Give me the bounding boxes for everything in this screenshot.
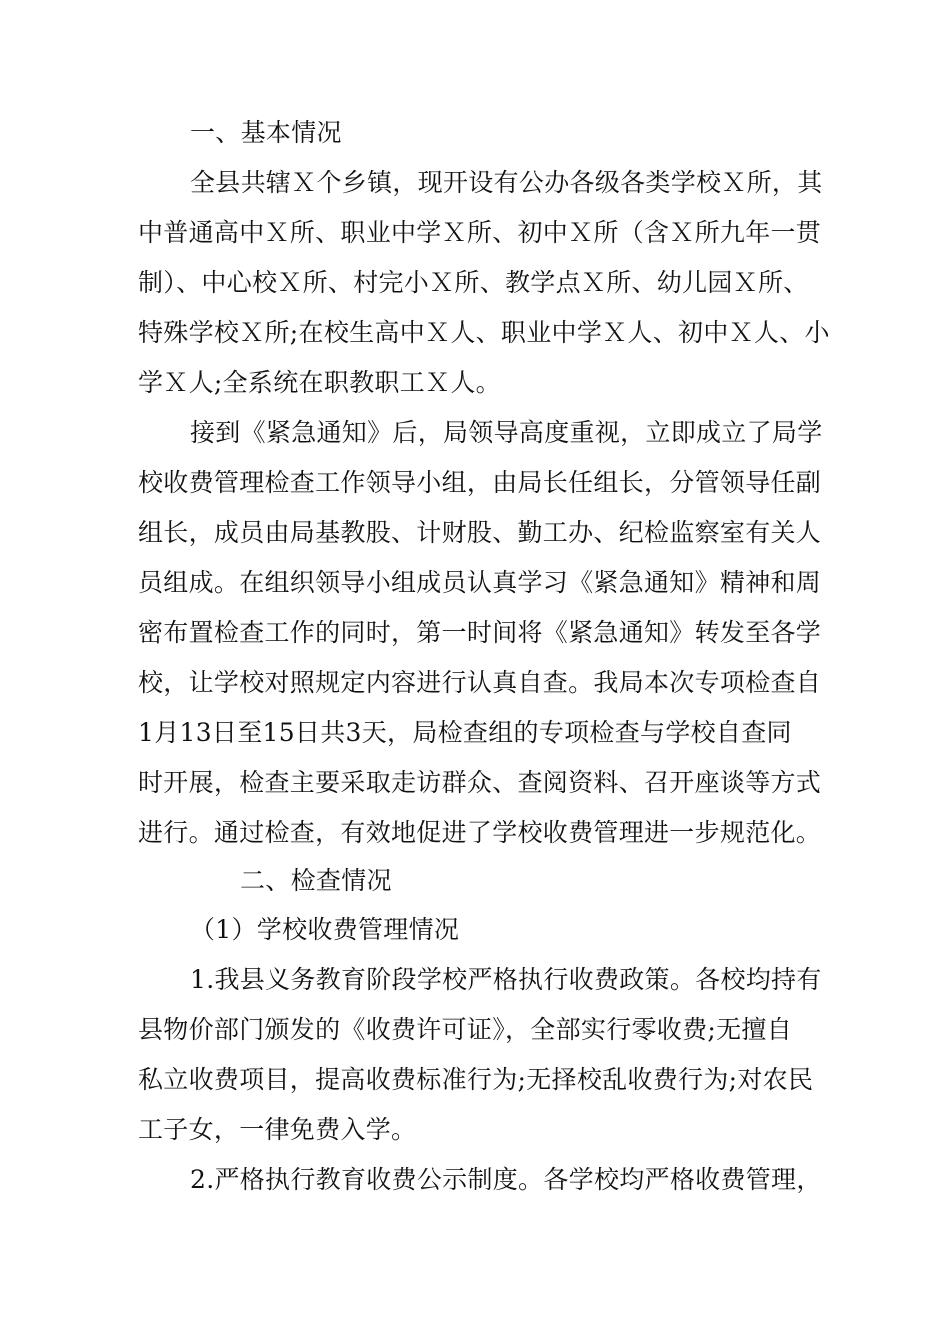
paragraph-line: 工子女，一律免费入学。 — [138, 1115, 417, 1144]
paragraph-line: 1月13日至15日共3天，局检查组的专项检查与学校自查同 — [138, 718, 792, 747]
paragraph-line: 2.严格执行教育收费公示制度。各学校均严格收费管理， — [190, 1165, 822, 1194]
subsection-heading: （1）学校收费管理情况 — [190, 915, 460, 944]
paragraph-line: 1.我县义务教育阶段学校严格执行收费政策。各校均持有 — [190, 965, 822, 994]
paragraph-line: 接到《紧急通知》后，局领导高度重视，立即成立了局学 — [190, 418, 823, 447]
paragraph-line: 特殊学校Ｘ所;在校生高中Ｘ人、职业中学Ｘ人、初中Ｘ人、小 — [138, 318, 830, 347]
section-heading-basic: 一、基本情况 — [190, 118, 342, 147]
paragraph-line: 时开展，检查主要采取走访群众、查阅资料、召开座谈等方式 — [138, 768, 822, 797]
paragraph-line: 进行。通过检查，有效地促进了学校收费管理进一步规范化。 — [138, 818, 822, 847]
paragraph-line: 员组成。在组织领导小组成员认真学习《紧急通知》精神和周 — [138, 568, 822, 597]
paragraph-line: 校，让学校对照规定内容进行认真自查。我局本次专项检查自 — [138, 668, 822, 697]
paragraph-line: 密布置检查工作的同时，第一时间将《紧急通知》转发至各学 — [138, 618, 822, 647]
paragraph-line: 中普通高中Ｘ所、职业中学Ｘ所、初中Ｘ所（含Ｘ所九年一贯 — [138, 218, 822, 247]
paragraph-line: 私立收费项目，提高收费标准行为;无择校乱收费行为;对农民 — [138, 1065, 814, 1094]
paragraph-line: 学Ｘ人;全系统在职教职工Ｘ人。 — [138, 368, 501, 397]
paragraph-line: 组长，成员由局基教股、计财股、勤工办、纪检监察室有关人 — [138, 518, 822, 547]
paragraph-line: 全县共辖Ｘ个乡镇，现开设有公办各级各类学校Ｘ所，其 — [190, 168, 823, 197]
paragraph-line: 制）、中心校Ｘ所、村完小Ｘ所、教学点Ｘ所、幼儿园Ｘ所、 — [138, 268, 809, 297]
paragraph-line: 校收费管理检查工作领导小组，由局长任组长，分管领导任副 — [138, 468, 822, 497]
section-heading-inspection: 二、检查情况 — [240, 866, 392, 895]
paragraph-line: 县物价部门颁发的《收费许可证》，全部实行零收费;无擅自 — [138, 1015, 793, 1044]
